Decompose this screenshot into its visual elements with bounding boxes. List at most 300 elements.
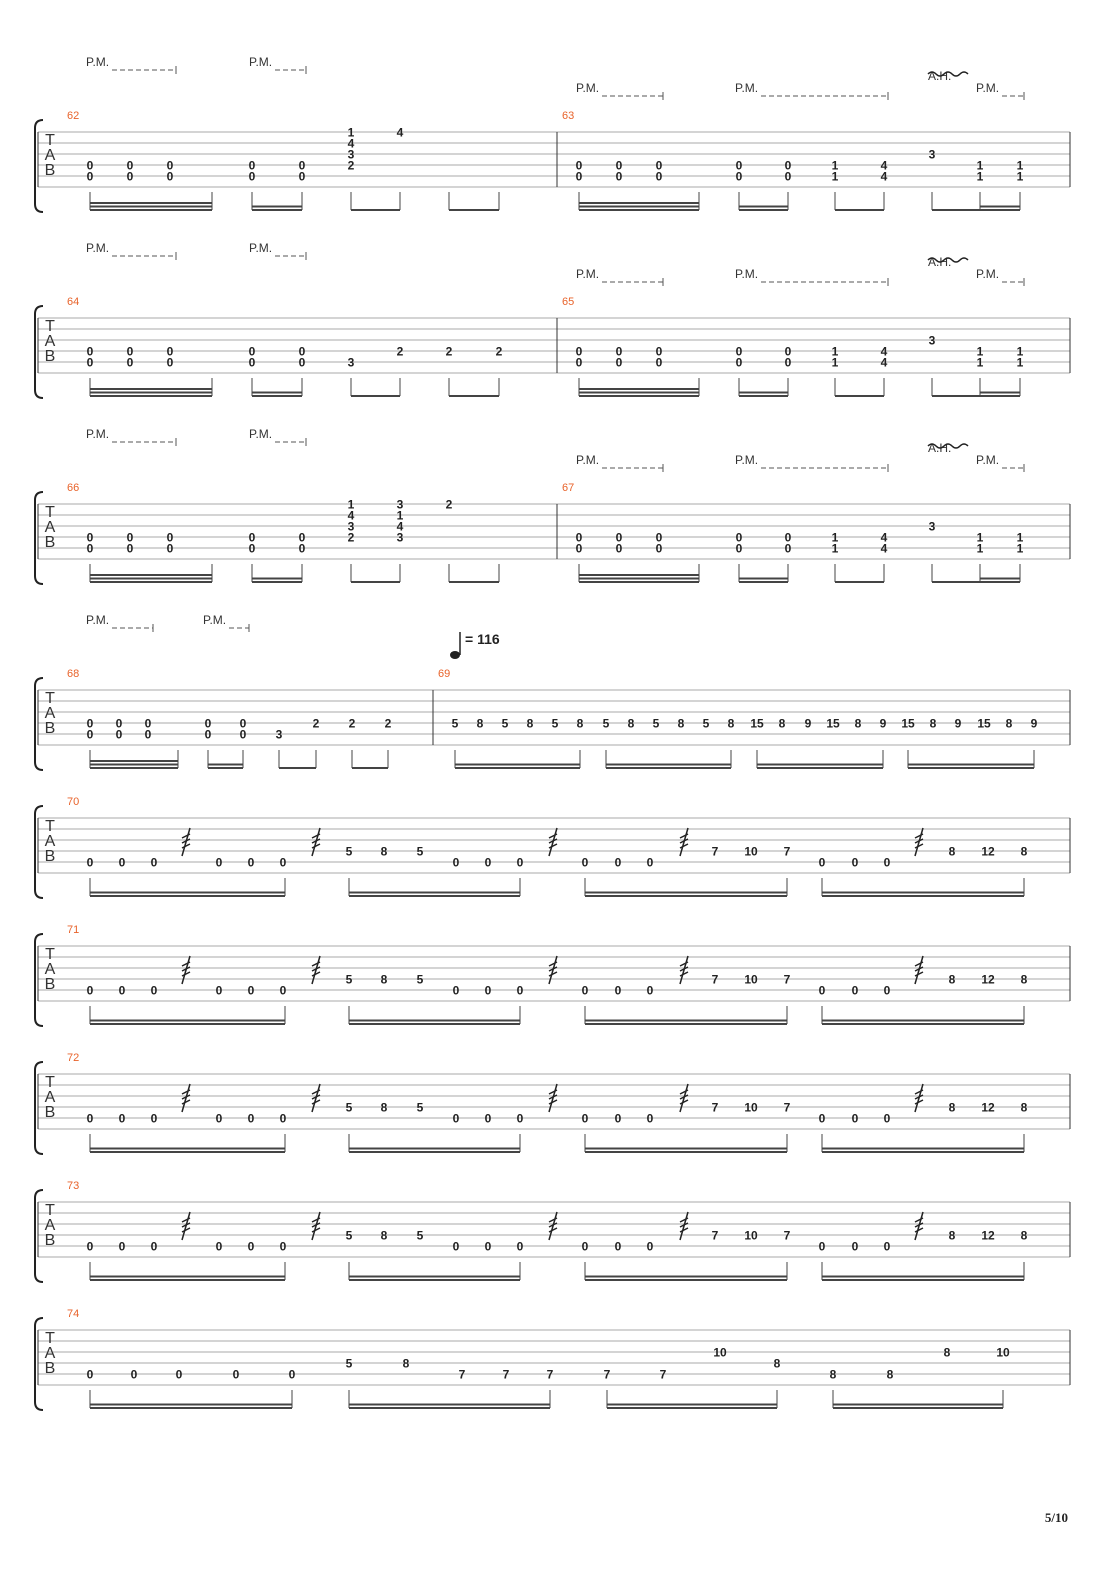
measure-number: 73: [67, 1180, 80, 1192]
fret-number: 2: [348, 716, 356, 731]
fret-number: 8: [476, 716, 484, 731]
fret-number: 0: [126, 169, 134, 184]
palm-mute-label: P.M.: [976, 453, 1000, 467]
tab-clef-letter: B: [44, 1104, 56, 1121]
fret-number: 0: [615, 169, 623, 184]
fret-number: 0: [646, 983, 654, 998]
fret-number: 8: [576, 716, 584, 731]
fret-number: 8: [1020, 844, 1028, 859]
fret-number: 3: [347, 519, 355, 534]
fret-number: 2: [445, 344, 453, 359]
fret-number: 4: [347, 136, 355, 151]
fret-number: 0: [150, 855, 158, 870]
tab-clef-letter: B: [44, 720, 56, 737]
fret-number: 15: [977, 716, 991, 731]
fret-number: 0: [86, 530, 94, 545]
fret-number: 0: [86, 158, 94, 173]
palm-mute-label: P.M.: [86, 613, 110, 627]
fret-number: 0: [150, 1239, 158, 1254]
fret-number: 15: [750, 716, 764, 731]
slash-tick: [915, 1218, 923, 1222]
tab-clef-letter: T: [45, 132, 55, 149]
slash-tick: [182, 834, 190, 838]
fret-number: 0: [166, 158, 174, 173]
tab-clef-letter: A: [44, 705, 56, 722]
measure-number: 63: [562, 110, 575, 122]
fret-number: 9: [804, 716, 812, 731]
fret-number: 7: [783, 844, 791, 859]
fret-number: 8: [778, 716, 786, 731]
staff-system: [35, 241, 1070, 398]
fret-number: 1: [1016, 530, 1024, 545]
fret-number: 0: [115, 727, 123, 742]
system-bracket: [35, 1318, 43, 1410]
fret-number: 0: [204, 716, 212, 731]
fret-number: 1: [976, 169, 984, 184]
fret-number: 0: [248, 158, 256, 173]
fret-number: 0: [615, 158, 623, 173]
fret-number: 1: [1016, 158, 1024, 173]
fret-number: 0: [166, 541, 174, 556]
fret-number: 0: [883, 1239, 891, 1254]
fret-number: 0: [248, 355, 256, 370]
fret-number: 7: [711, 1228, 719, 1243]
fret-number: 0: [614, 1239, 622, 1254]
fret-number: 0: [144, 727, 152, 742]
fret-number: 3: [347, 355, 355, 370]
fret-number: 7: [711, 972, 719, 987]
fret-number: 5: [416, 972, 424, 987]
system-bracket: [35, 678, 43, 770]
fret-number: 5: [345, 844, 353, 859]
fret-number: 0: [655, 530, 663, 545]
fret-number: 0: [614, 855, 622, 870]
fret-number: 0: [516, 1239, 524, 1254]
fret-number: 4: [880, 530, 888, 545]
staff-system: [35, 924, 1070, 1026]
system-bracket: [35, 120, 43, 212]
fret-number: 0: [118, 855, 126, 870]
palm-mute-label: P.M.: [86, 55, 110, 69]
fret-number: 0: [248, 169, 256, 184]
fret-number: 8: [627, 716, 635, 731]
fret-number: 1: [347, 125, 355, 140]
fret-number: 0: [86, 716, 94, 731]
slash-tick: [182, 962, 190, 966]
fret-number: 2: [347, 530, 355, 545]
tab-clef-letter: A: [44, 147, 56, 164]
fret-number: 0: [484, 983, 492, 998]
slash-tick: [182, 1090, 190, 1094]
fret-number: 0: [86, 169, 94, 184]
palm-mute-label: P.M.: [249, 241, 273, 255]
fret-number: 0: [144, 716, 152, 731]
fret-number: 0: [615, 541, 623, 556]
palm-mute-label: P.M.: [735, 81, 759, 95]
fret-number: 0: [298, 344, 306, 359]
fret-number: 4: [880, 158, 888, 173]
tab-clef-letter: T: [45, 504, 55, 521]
fret-number: 4: [880, 169, 888, 184]
fret-number: 0: [86, 855, 94, 870]
fret-number: 0: [248, 530, 256, 545]
fret-number: 15: [901, 716, 915, 731]
tab-clef-letter: A: [44, 833, 56, 850]
palm-mute-label: P.M.: [249, 55, 273, 69]
fret-number: 0: [126, 158, 134, 173]
fret-number: 0: [452, 855, 460, 870]
tab-clef-letter: B: [44, 1360, 56, 1377]
palm-mute-label: P.M.: [735, 267, 759, 281]
fret-number: 0: [248, 541, 256, 556]
fret-number: 0: [126, 355, 134, 370]
fret-number: 0: [298, 530, 306, 545]
slash-tick: [549, 1090, 557, 1094]
fret-number: 1: [831, 530, 839, 545]
tab-clef-letter: T: [45, 946, 55, 963]
fret-number: 4: [880, 344, 888, 359]
fret-number: 5: [345, 1356, 353, 1371]
slash-tick: [915, 1090, 923, 1094]
fret-number: 0: [452, 1239, 460, 1254]
tab-clef-letter: A: [44, 1345, 56, 1362]
fret-number: 0: [818, 1239, 826, 1254]
fret-number: 0: [655, 355, 663, 370]
fret-number: 0: [248, 344, 256, 359]
fret-number: 1: [347, 497, 355, 512]
fret-number: 0: [575, 530, 583, 545]
fret-number: 0: [130, 1367, 138, 1382]
fret-number: 12: [981, 1100, 995, 1115]
fret-number: 5: [602, 716, 610, 731]
staff-system: [35, 427, 1070, 584]
fret-number: 0: [614, 983, 622, 998]
slash-tick: [182, 1218, 190, 1222]
fret-number: 0: [883, 1111, 891, 1126]
palm-mute-label: P.M.: [86, 427, 110, 441]
fret-number: 3: [928, 519, 936, 534]
measure-number: 74: [67, 1308, 80, 1320]
fret-number: 3: [928, 333, 936, 348]
tab-clef-letter: T: [45, 818, 55, 835]
tab-clef-letter: A: [44, 1089, 56, 1106]
fret-number: 5: [345, 1228, 353, 1243]
fret-number: 1: [831, 344, 839, 359]
fret-number: 8: [948, 1228, 956, 1243]
fret-number: 9: [879, 716, 887, 731]
tab-clef-letter: A: [44, 1217, 56, 1234]
fret-number: 7: [659, 1367, 667, 1382]
page-number: 5/10: [1044, 1510, 1068, 1525]
fret-number: 0: [516, 983, 524, 998]
system-bracket: [35, 1190, 43, 1282]
fret-number: 0: [516, 1111, 524, 1126]
fret-number: 1: [1016, 541, 1024, 556]
artificial-harmonic-label: A.H.: [928, 69, 952, 83]
fret-number: 0: [883, 983, 891, 998]
slash-tick: [680, 1090, 688, 1094]
fret-number: 8: [948, 1100, 956, 1115]
system-bracket: [35, 492, 43, 584]
slash-tick: [549, 834, 557, 838]
fret-number: 1: [1016, 344, 1024, 359]
fret-number: 4: [347, 508, 355, 523]
fret-number: 10: [713, 1345, 727, 1360]
fret-number: 8: [1020, 1228, 1028, 1243]
tab-clef-letter: A: [44, 519, 56, 536]
fret-number: 0: [615, 530, 623, 545]
fret-number: 4: [396, 125, 404, 140]
tab-clef-letter: T: [45, 690, 55, 707]
tab-clef-letter: B: [44, 348, 56, 365]
fret-number: 0: [452, 983, 460, 998]
fret-number: 0: [298, 158, 306, 173]
fret-number: 7: [711, 844, 719, 859]
fret-number: 10: [744, 972, 758, 987]
fret-number: 2: [312, 716, 320, 731]
fret-number: 0: [851, 1239, 859, 1254]
fret-number: 5: [702, 716, 710, 731]
fret-number: 10: [744, 844, 758, 859]
staff-system: [35, 55, 1070, 212]
tab-clef-letter: B: [44, 1232, 56, 1249]
fret-number: 0: [86, 1239, 94, 1254]
fret-number: 0: [818, 1111, 826, 1126]
artificial-harmonic-label: A.H.: [928, 255, 952, 269]
fret-number: 0: [86, 1367, 94, 1382]
fret-number: 1: [976, 344, 984, 359]
fret-number: 5: [451, 716, 459, 731]
tempo-value: = 116: [465, 631, 500, 647]
fret-number: 1: [1016, 355, 1024, 370]
staff-system: [35, 613, 1070, 770]
fret-number: 0: [818, 855, 826, 870]
fret-number: 0: [851, 983, 859, 998]
fret-number: 4: [396, 519, 404, 534]
fret-number: 4: [880, 541, 888, 556]
fret-number: 0: [126, 344, 134, 359]
fret-number: 0: [215, 1111, 223, 1126]
fret-number: 0: [646, 855, 654, 870]
measure-number: 67: [562, 482, 575, 494]
slash-tick: [312, 1218, 320, 1222]
palm-mute-label: P.M.: [976, 267, 1000, 281]
fret-number: 8: [943, 1345, 951, 1360]
fret-number: 0: [516, 855, 524, 870]
fret-number: 7: [502, 1367, 510, 1382]
fret-number: 0: [655, 541, 663, 556]
fret-number: 0: [239, 727, 247, 742]
fret-number: 7: [603, 1367, 611, 1382]
fret-number: 9: [1030, 716, 1038, 731]
system-bracket: [35, 1062, 43, 1154]
fret-number: 8: [402, 1356, 410, 1371]
fret-number: 5: [652, 716, 660, 731]
measure-number: 66: [67, 482, 80, 494]
measure-number: 69: [438, 668, 451, 680]
fret-number: 0: [735, 541, 743, 556]
tab-clef-letter: T: [45, 1202, 55, 1219]
fret-number: 8: [1020, 1100, 1028, 1115]
tab-clef-letter: T: [45, 318, 55, 335]
fret-number: 2: [347, 158, 355, 173]
fret-number: 8: [773, 1356, 781, 1371]
fret-number: 0: [279, 855, 287, 870]
palm-mute-label: P.M.: [576, 81, 600, 95]
tab-clef-letter: B: [44, 534, 56, 551]
fret-number: 0: [247, 983, 255, 998]
fret-number: 0: [279, 1111, 287, 1126]
fret-number: 0: [784, 541, 792, 556]
fret-number: 0: [735, 158, 743, 173]
fret-number: 0: [86, 1111, 94, 1126]
fret-number: 0: [735, 344, 743, 359]
fret-number: 12: [981, 844, 995, 859]
fret-number: 8: [886, 1367, 894, 1382]
fret-number: 0: [655, 169, 663, 184]
fret-number: 0: [126, 530, 134, 545]
staff-system: [35, 1308, 1070, 1410]
fret-number: 8: [948, 844, 956, 859]
fret-number: 0: [175, 1367, 183, 1382]
fret-number: 0: [581, 1111, 589, 1126]
tab-clef-letter: B: [44, 848, 56, 865]
measure-number: 70: [67, 796, 80, 808]
fret-number: 2: [445, 497, 453, 512]
fret-number: 3: [928, 147, 936, 162]
fret-number: 0: [118, 1111, 126, 1126]
fret-number: 5: [345, 1100, 353, 1115]
fret-number: 10: [996, 1345, 1010, 1360]
fret-number: 0: [575, 158, 583, 173]
slash-tick: [549, 962, 557, 966]
fret-number: 0: [614, 1111, 622, 1126]
fret-number: 0: [288, 1367, 296, 1382]
fret-number: 0: [204, 727, 212, 742]
fret-number: 8: [380, 844, 388, 859]
fret-number: 0: [575, 541, 583, 556]
fret-number: 1: [831, 169, 839, 184]
measure-number: 65: [562, 296, 575, 308]
fret-number: 0: [86, 541, 94, 556]
fret-number: 0: [581, 983, 589, 998]
fret-number: 5: [416, 1228, 424, 1243]
fret-number: 8: [1020, 972, 1028, 987]
fret-number: 0: [166, 530, 174, 545]
fret-number: 3: [396, 530, 404, 545]
fret-number: 9: [954, 716, 962, 731]
measure-number: 62: [67, 110, 80, 122]
fret-number: 0: [575, 355, 583, 370]
measure-number: 71: [67, 924, 80, 936]
fret-number: 0: [646, 1239, 654, 1254]
fret-number: 0: [118, 983, 126, 998]
fret-number: 8: [380, 1100, 388, 1115]
tab-clef-letter: T: [45, 1074, 55, 1091]
fret-number: 0: [784, 344, 792, 359]
fret-number: 1: [976, 355, 984, 370]
fret-number: 1: [831, 541, 839, 556]
fret-number: 0: [215, 983, 223, 998]
fret-number: 3: [396, 497, 404, 512]
fret-number: 0: [784, 169, 792, 184]
fret-number: 0: [615, 355, 623, 370]
fret-number: 0: [86, 727, 94, 742]
fret-number: 0: [166, 355, 174, 370]
fret-number: 0: [484, 1239, 492, 1254]
fret-number: 1: [831, 355, 839, 370]
slash-tick: [680, 962, 688, 966]
fret-number: 0: [735, 169, 743, 184]
palm-mute-label: P.M.: [86, 241, 110, 255]
fret-number: 2: [396, 344, 404, 359]
fret-number: 0: [118, 1239, 126, 1254]
fret-number: 0: [215, 1239, 223, 1254]
fret-number: 0: [86, 344, 94, 359]
fret-number: 0: [166, 169, 174, 184]
system-bracket: [35, 934, 43, 1026]
fret-number: 0: [247, 855, 255, 870]
fret-number: 5: [416, 1100, 424, 1115]
tempo-marking: [450, 631, 500, 659]
staff-system: [35, 796, 1070, 898]
fret-number: 8: [526, 716, 534, 731]
system-bracket: [35, 806, 43, 898]
fret-number: 5: [416, 844, 424, 859]
slash-tick: [312, 834, 320, 838]
quarter-note-icon: [450, 651, 460, 659]
fret-number: 1: [396, 508, 404, 523]
fret-number: 7: [546, 1367, 554, 1382]
fret-number: 0: [581, 1239, 589, 1254]
fret-number: 0: [484, 1111, 492, 1126]
fret-number: 10: [744, 1100, 758, 1115]
fret-number: 8: [727, 716, 735, 731]
fret-number: 5: [551, 716, 559, 731]
fret-number: 5: [345, 972, 353, 987]
fret-number: 0: [279, 1239, 287, 1254]
palm-mute-label: P.M.: [576, 453, 600, 467]
fret-number: 0: [232, 1367, 240, 1382]
system-bracket: [35, 306, 43, 398]
fret-number: 0: [166, 344, 174, 359]
fret-number: 0: [150, 983, 158, 998]
measure-number: 72: [67, 1052, 80, 1064]
palm-mute-label: P.M.: [203, 613, 227, 627]
slash-tick: [312, 962, 320, 966]
palm-mute-label: P.M.: [576, 267, 600, 281]
palm-mute-label: P.M.: [735, 453, 759, 467]
fret-number: 8: [948, 972, 956, 987]
fret-number: 8: [854, 716, 862, 731]
fret-number: 12: [981, 1228, 995, 1243]
fret-number: 0: [575, 169, 583, 184]
fret-number: 12: [981, 972, 995, 987]
fret-number: 1: [976, 541, 984, 556]
fret-number: 0: [86, 983, 94, 998]
fret-number: 0: [655, 344, 663, 359]
fret-number: 0: [784, 355, 792, 370]
fret-number: 3: [347, 147, 355, 162]
palm-mute-label: P.M.: [249, 427, 273, 441]
fret-number: 7: [783, 1228, 791, 1243]
slash-tick: [915, 834, 923, 838]
fret-number: 0: [581, 855, 589, 870]
fret-number: 0: [851, 855, 859, 870]
fret-number: 0: [298, 355, 306, 370]
tab-clef-letter: B: [44, 976, 56, 993]
measure-number: 64: [67, 296, 80, 308]
